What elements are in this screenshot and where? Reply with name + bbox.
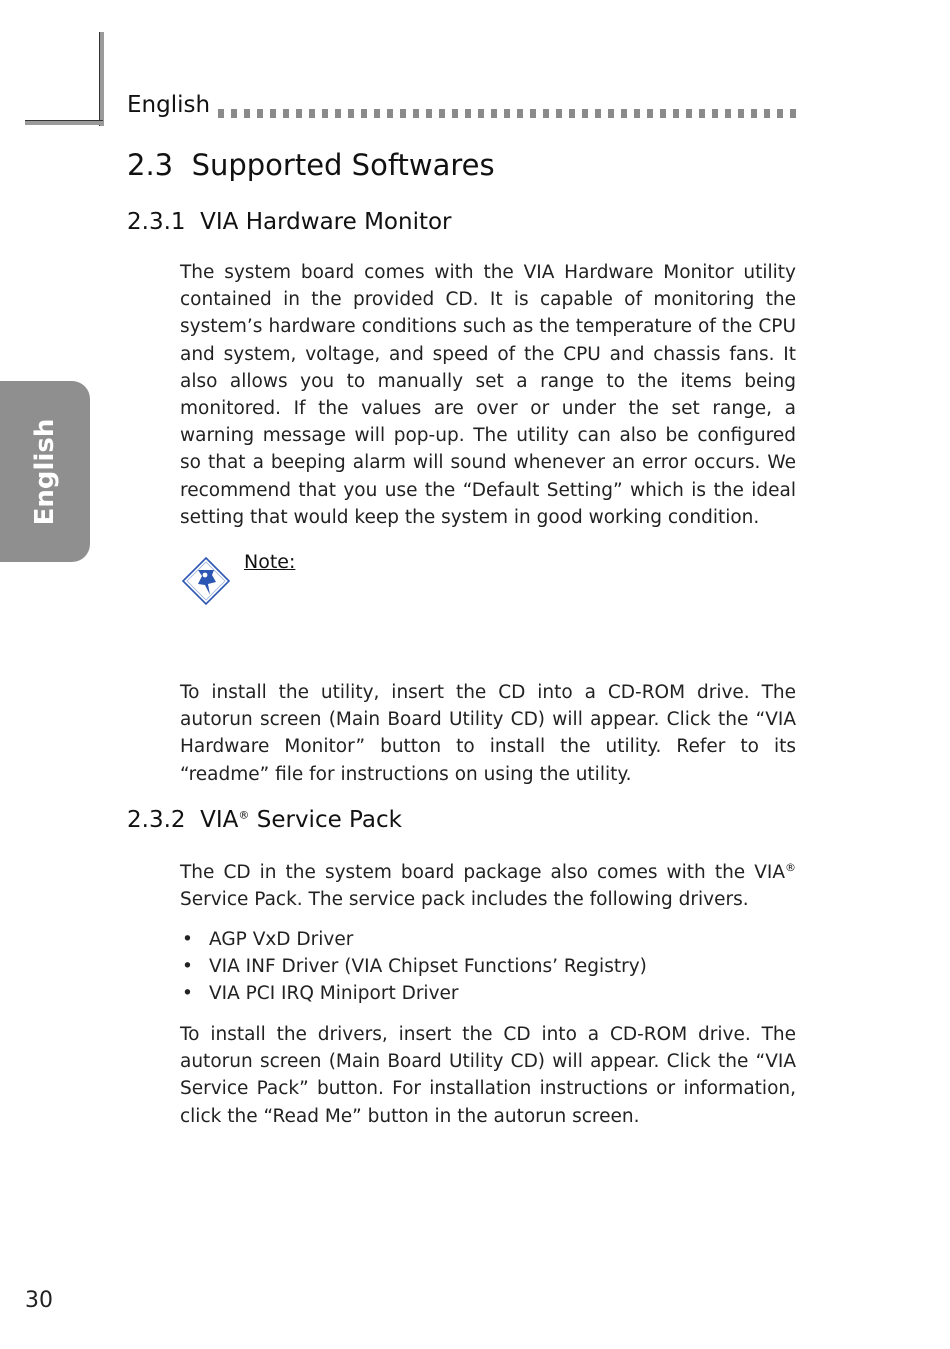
section-number: 2.3 xyxy=(127,148,174,182)
language-side-tab xyxy=(0,381,90,562)
service-pack-intro-start: The CD in the system board package also comes with the VIA xyxy=(180,862,785,883)
service-pack-description xyxy=(180,859,796,913)
registered-mark-inline: ® xyxy=(785,860,796,874)
hardware-monitor-description: The system board comes with the VIA Hardware Monitor utility contained in the provided CD. It is capable of monitoring the system’s hardware conditions such as the temperature of the CPU and system, voltage, and speed of the CPU and chassis fans. It also allows you to manually set a range to the items being monitored. If the values are over or under the set range, a warning message will pop-up. The utility can also be configured so that a beeping alarm will sound whenever an error occurs. We recommend that you use the “Default Setting” which is the ideal setting that would keep the system in good working condition. xyxy=(180,262,796,528)
side-tab-label: English xyxy=(30,418,60,525)
list-item: • AGP VxD Driver xyxy=(180,926,647,953)
service-pack-intro-end: Service Pack. The service pack includes the following drivers. xyxy=(180,889,749,911)
subsection-1-number: 2.3.1 xyxy=(127,209,186,235)
subsection-2-heading xyxy=(127,807,402,833)
header-dotted-rule xyxy=(218,109,796,118)
subsection-1-title: VIA Hardware Monitor xyxy=(200,209,452,235)
registered-mark: ® xyxy=(238,808,250,822)
subsection-2-title-suffix: Service Pack xyxy=(256,807,402,833)
note-label: Note: xyxy=(244,551,296,573)
subsection-2-title-prefix: VIA xyxy=(200,807,239,833)
list-item: • VIA INF Driver (VIA Chipset Functions’ Registry) xyxy=(180,953,647,980)
corner-crop-mark xyxy=(25,32,105,128)
crop-mark-horizontal xyxy=(25,120,103,125)
page-number: 30 xyxy=(25,1288,53,1313)
crop-mark-vertical xyxy=(99,32,104,126)
header-language-label: English xyxy=(127,92,211,118)
service-pack-install-instructions: To install the drivers, insert the CD into a CD-ROM drive. The autorun screen (Main Board Utility CD) will appear. Click the “VIA Service Pack” button. For installation instructions or information, click the “Read Me” button in the autorun screen. xyxy=(180,1024,796,1127)
subsection-1-heading xyxy=(127,209,452,235)
note-pin-icon xyxy=(181,556,231,606)
hardware-monitor-install-instructions: To install the utility, insert the CD into a CD-ROM drive. The autorun screen (Main Board Utility CD) will appear. Click the “VIA Hardware Monitor” button to install the utility. Refer to its “readme” file for instructions on using the utility. xyxy=(180,682,796,785)
section-heading xyxy=(127,148,495,182)
section-title: Supported Softwares xyxy=(191,148,495,182)
list-item: • VIA PCI IRQ Miniport Driver xyxy=(180,980,647,1007)
driver-list xyxy=(180,926,647,1008)
subsection-2-number: 2.3.2 xyxy=(127,807,186,833)
